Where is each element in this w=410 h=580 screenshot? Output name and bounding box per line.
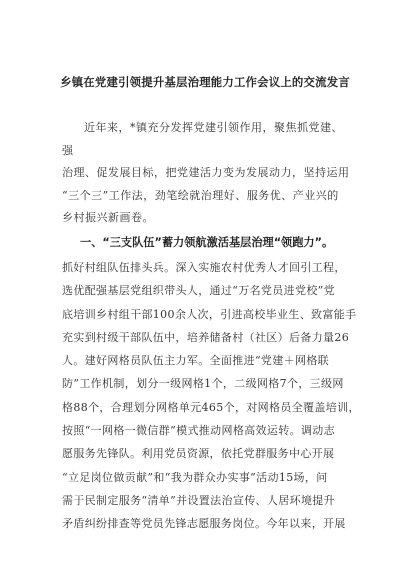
- body-line: 选优配强基层党组织带头人，通过“万名党员进党校”党: [62, 284, 335, 298]
- body-line: 需于民制定服务“清单”并设置法治宣传、人居环境提升: [62, 493, 335, 507]
- document-title: 乡镇在党建引领提升基层治理能力工作会议上的交流发言: [60, 75, 350, 89]
- body-line: 底培训乡村组干部100余人次，引进高校毕业生、致富能手: [62, 307, 357, 321]
- body-line: 按照“一网格一微信群”模式推动网格高效运转。调动志: [62, 424, 335, 438]
- body-line: “立足岗位做贡献”和“我为群众办实事”活动15场，问: [62, 470, 328, 484]
- intro-line: 治理、促发展目标，把党建活力变为发展动力，坚持运用: [62, 166, 350, 179]
- body-line: 格88个，合理划分网格单元465个，对网格员全覆盖培训，: [62, 400, 360, 414]
- body-line: 防”工作机制，划分一级网格1个，二级网格7个，三级网: [62, 377, 344, 391]
- body-line: 充实到村级干部队伍中，培养储备村（社区）后备力量26: [62, 330, 350, 344]
- body-paragraph: [62, 256, 360, 536]
- body-line: 人。建好网格员队伍主力军。全面推进“党建＋网格联: [62, 354, 330, 368]
- body-line: 愿服务先锋队。利用党员资源，依托党群服务中心开展: [62, 447, 335, 461]
- intro-paragraph: [62, 117, 354, 230]
- section-heading: 一、“三支队伍”蓄力领航激活基层治理“领跑力”。: [80, 236, 334, 249]
- body-line: 矛盾纠纷排查等党员先锋志愿服务岗位。今年以来，开展: [62, 517, 346, 531]
- intro-line: 乡村振兴新画卷。: [62, 211, 154, 224]
- body-line: 抓好村组队伍排头兵。深入实施农村优秀人才回引工程，: [62, 261, 346, 274]
- intro-line: “三个三”工作法，劲笔绘就治理好、服务优、产业兴的: [62, 188, 339, 202]
- intro-line: 近年来，*镇充分发挥党建引领作用，聚焦抓党建、强: [62, 121, 343, 157]
